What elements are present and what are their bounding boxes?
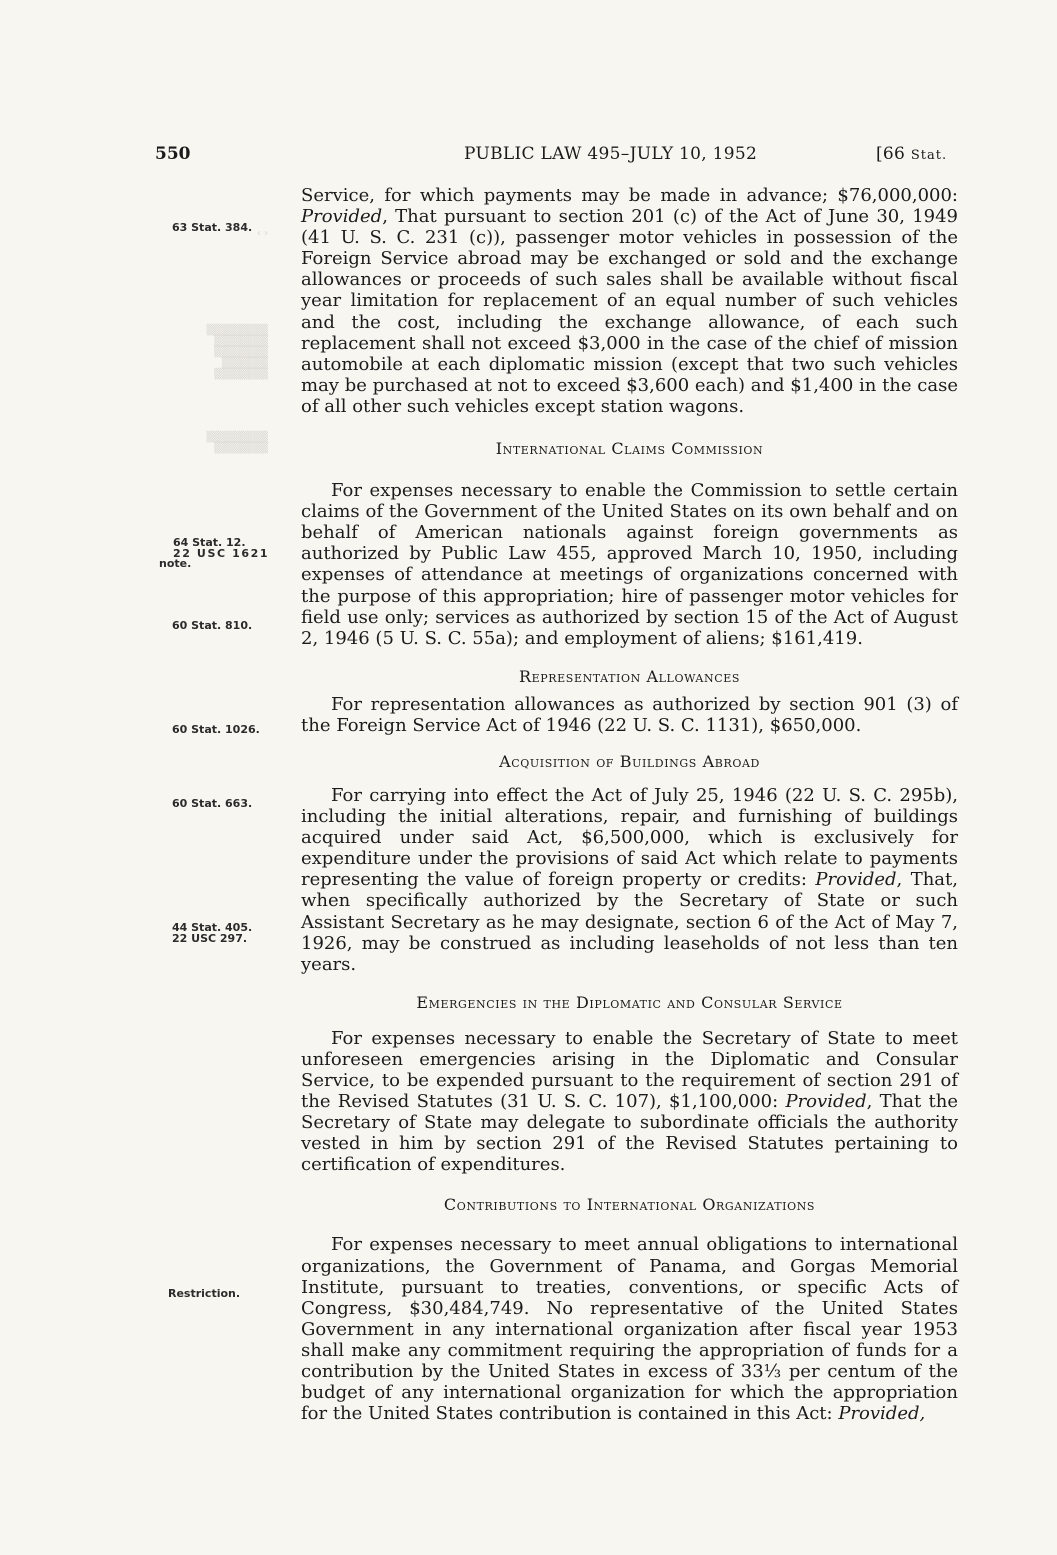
paragraph xyxy=(301,1234,958,1424)
text-run: , That, when specifically authorized by the Secretary of State or such Assistant Secretary as he may designate, section 6 of the Act of May 7, 1926, may be construed as including leaseholds of not less than ten years. xyxy=(301,869,958,975)
text-run: , That the Secretary of State may delegate to subordinate officials the authority vested in him by section 291 of the Revised Statutes pertaining to certification of expenditures. xyxy=(301,1091,958,1176)
margin-note: 63 Stat. 384. xyxy=(172,221,253,234)
bleed-through-note: ‹ › xyxy=(256,228,268,239)
section-heading: Emergencies in the Diplomatic and Consular Service xyxy=(416,992,843,1012)
text-run: For carrying into effect the Act of July 25, 1946 (22 U. S. C. 295b), including the initial alterations, repair, and furnishing of buildings acquired under said Act, $6,500,000, which is exclusively for expenditure under the provisions of said Act which relate to payments representing the value of foreign property or credits: xyxy=(301,784,958,891)
italic-run: Provided xyxy=(815,869,897,891)
paragraph: For expenses necessary to enable the Commission to settle certain claims of the Government of the United States on its own behalf and on behalf of American nationals against foreign governments as authorized by Public Law 455, approved March 10, 1950, including expenses of attendance at meetings of organizations concerned with the purpose of this appropriation; hire of passenger motor vehicles for field use only; services as authorized by section 15 of the Act of August 2, 1946 (5 U. S. C. 55a); and employment of aliens; $161,419. xyxy=(301,480,958,649)
margin-note-line: 22 USC 1621 xyxy=(173,546,270,560)
page-number: 550 xyxy=(155,144,191,164)
italic-run: Provided, xyxy=(838,1403,926,1425)
bleed-through-note: ▒▒▒▒▒▒▒▒ ▒▒▒▒▒▒▒ ▒▒▒▒▒▒▒ ▒▒▒▒▒▒ ▒▒▒▒▒▒▒ xyxy=(206,325,268,380)
paragraph: For representation allowances as authorized by section 901 (3) of the Foreign Service Act of 1946 (22 U. S. C. 1131), $650,000. xyxy=(301,693,958,736)
margin-note-line: 44 Stat. 405. xyxy=(172,921,253,934)
text-run: , That pursuant to section 201 (c) of the Act of June 30, 1949 (41 U. S. C. 231 (c)), passenger motor vehicles in possession of the Foreign Service abroad may be exchanged or sold and the exchange allowances or proceeds of such sales shall be available without fiscal year limitation for replacement of an equal number of such vehicles and the cost, including the exchange allowance, of each such replacement shall not exceed $3,000 in the case of the chief of mission automobile at each diplomatic mission (except that two such vehicles may be purchased at not to exceed $3,600 each) and $1,400 in the case of all other such vehicles except station wagons. xyxy=(301,206,958,417)
body-text xyxy=(301,185,958,1424)
section-heading: Acquisition of Buildings Abroad xyxy=(499,751,760,771)
paragraph xyxy=(301,1028,958,1176)
paragraph xyxy=(301,185,958,417)
page-header xyxy=(0,142,1057,170)
text-run: Service, for which payments may be made in advance; $76,000,000: xyxy=(301,185,958,206)
section-heading: Contributions to International Organizations xyxy=(443,1195,816,1215)
margin-note-line: 22 USC 297. xyxy=(172,932,248,945)
margin-note-line: 64 Stat. 12. xyxy=(173,536,246,549)
section-heading: Representation Allowances xyxy=(519,666,740,686)
statute-reference xyxy=(876,144,947,164)
stat-volume: [66 xyxy=(876,144,906,164)
margin-note: 60 Stat. 1026. xyxy=(172,723,260,736)
margin-note: 60 Stat. 663. xyxy=(172,797,253,810)
bleed-through-note: ▒▒▒▒▒▒▒▒ ▒▒▒▒▒▒▒ xyxy=(206,432,268,454)
italic-run: Provided xyxy=(301,206,383,228)
text-run: For expenses necessary to enable the Secretary of State to meet unforeseen emergencies arising in the Diplomatic and Consular Service, to be expended pursuant to the requirement of section 291 of the Revised Statutes (31 U. S. C. 107), $1,100,000: xyxy=(301,1027,958,1113)
italic-run: Provided xyxy=(785,1091,867,1113)
margin-note: Restriction. xyxy=(168,1287,241,1300)
section-heading: International Claims Commission xyxy=(495,439,764,459)
margin-note xyxy=(159,536,303,570)
text-run: For expenses necessary to meet annual obligations to international organizations, the Government of Panama, and Gorgas Memorial Institute, pursuant to treaties, conventions, or specific Acts of Congress, $30,484,749. No representative of the United States Government in any international organization after fiscal year 1953 shall make any commitment requiring the appropriation of funds for a contribution by the United States in excess of 33⅓ per centum of the budget of any international organization for which the appropriation for the United States contribution is contained in this Act: xyxy=(301,1234,958,1425)
margin-note: 60 Stat. 810. xyxy=(172,619,253,632)
margin-note-line: note. xyxy=(159,557,192,570)
paragraph xyxy=(301,785,958,975)
running-head: PUBLIC LAW 495–JULY 10, 1952 xyxy=(464,144,758,164)
stat-label: Stat. xyxy=(910,148,948,163)
margin-note xyxy=(172,922,302,944)
